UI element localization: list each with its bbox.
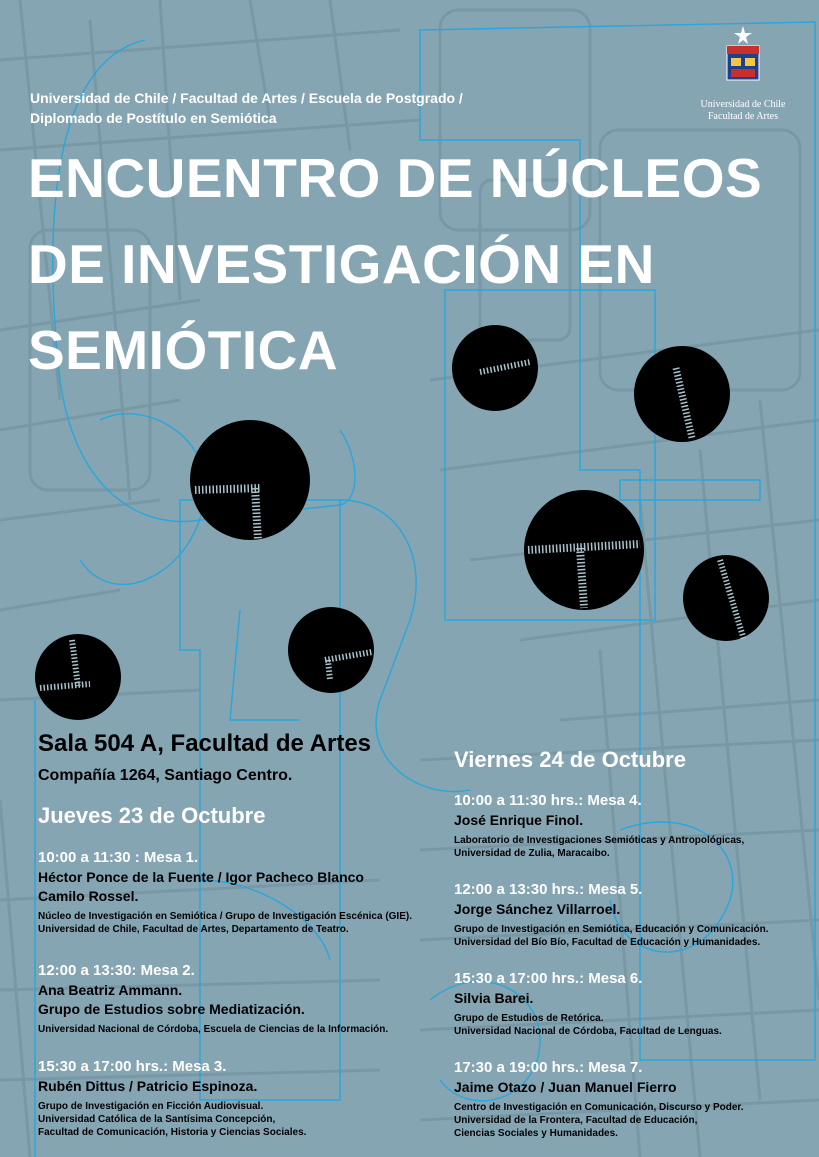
black-circle <box>190 420 310 540</box>
thursday-title: Jueves 23 de Octubre <box>38 803 266 828</box>
session-speakers: Jaime Otazo / Juan Manuel Fierro <box>454 1079 677 1095</box>
affiliation-line: Núcleo de Investigación en Semiótica / Grupo de Investigación Escénica (GIE). <box>38 911 412 922</box>
affiliation-line: Laboratorio de Investigaciones Semióticas y Antropológicas, <box>454 835 745 846</box>
logo-university-name: Universidad de Chile <box>700 99 786 110</box>
session-speakers: Héctor Ponce de la Fuente / Igor Pacheco Blanco <box>38 869 364 885</box>
affiliation-line: Universidad de Zulia, Maracaibo. <box>454 848 610 859</box>
black-circle <box>288 607 374 693</box>
session-affiliation <box>38 910 412 936</box>
venue-name: Sala 504 A, Facultad de Artes <box>38 730 372 757</box>
session-time: 15:30 a 17:00 hrs.: Mesa 6. <box>454 970 643 987</box>
header-program: Diplomado de Postítulo en Semiótica <box>30 110 277 126</box>
title-line-1: ENCUENTRO DE NÚCLEOS <box>28 147 763 209</box>
session-time: 17:30 a 19:00 hrs.: Mesa 7. <box>454 1059 643 1076</box>
session-time: 12:00 a 13:30 hrs.: Mesa 5. <box>454 881 643 898</box>
affiliation-line: Grupo de Estudios de Retórica. <box>454 1013 604 1024</box>
title-line-2: DE INVESTIGACIÓN EN <box>28 233 655 295</box>
session-affiliation <box>38 1023 388 1036</box>
session-mesa-4 <box>454 791 744 860</box>
session-speakers: Jorge Sánchez Villarroel. <box>454 901 621 917</box>
session-mesa-1 <box>38 848 412 936</box>
session-speakers: Rubén Dittus / Patricio Espinoza. <box>38 1078 258 1094</box>
session-affiliation <box>454 1101 744 1140</box>
session-time: 10:00 a 11:30 : Mesa 1. <box>38 849 199 866</box>
black-circle <box>524 490 644 610</box>
session-mesa-2 <box>38 961 388 1036</box>
header-institution: Universidad de Chile / Facultad de Artes / Escuela de Postgrado / <box>30 90 463 106</box>
affiliation-line: Universidad Católica de la Santísima Concepción, <box>38 1114 276 1125</box>
logo-faculty-name: Facultad de Artes <box>708 111 778 122</box>
session-affiliation <box>454 834 744 860</box>
page-title <box>28 135 762 393</box>
session-mesa-7 <box>454 1058 744 1140</box>
affiliation-line: Centro de Investigación en Comunicación, Discurso y Poder. <box>454 1102 744 1113</box>
affiliation-line: Universidad Nacional de Córdoba, Escuela de Ciencias de la Información. <box>38 1024 389 1035</box>
session-speakers: Silvia Barei. <box>454 990 534 1006</box>
title-line-3: SEMIÓTICA <box>28 319 339 381</box>
black-circle <box>35 634 121 720</box>
session-time: 15:30 a 17:00 hrs.: Mesa 3. <box>38 1058 227 1075</box>
session-affiliation <box>454 1012 722 1038</box>
session-speakers: Grupo de Estudios sobre Mediatización. <box>38 1001 305 1017</box>
session-mesa-5 <box>454 880 769 949</box>
university-crest-icon <box>723 24 763 94</box>
session-mesa-3 <box>38 1057 306 1139</box>
session-time: 12:00 a 13:30: Mesa 2. <box>38 962 195 979</box>
affiliation-line: Universidad Nacional de Córdoba, Facultad de Lenguas. <box>454 1026 722 1037</box>
affiliation-line: Universidad de la Frontera, Facultad de Educación, <box>454 1115 698 1126</box>
black-circle <box>683 555 769 641</box>
session-affiliation <box>38 1100 306 1139</box>
session-speakers: José Enrique Finol. <box>454 812 584 828</box>
affiliation-line: Universidad de Chile, Facultad de Artes, Departamento de Teatro. <box>38 924 349 935</box>
friday-title: Viernes 24 de Octubre <box>454 747 686 772</box>
affiliation-line: Grupo de Investigación en Semiótica, Educación y Comunicación. <box>454 924 769 935</box>
affiliation-line: Ciencias Sociales y Humanidades. <box>454 1128 618 1139</box>
university-logo <box>688 24 798 123</box>
session-speakers: Ana Beatriz Ammann. <box>38 982 183 998</box>
session-affiliation <box>454 923 769 949</box>
session-speakers: Camilo Rossel. <box>38 888 139 904</box>
session-time: 10:00 a 11:30 hrs.: Mesa 4. <box>454 792 642 809</box>
affiliation-line: Universidad del Bío Bío, Facultad de Educación y Humanidades. <box>454 937 761 948</box>
affiliation-line: Grupo de Investigación en Ficción Audiovisual. <box>38 1101 264 1112</box>
venue-address: Compañía 1264, Santiago Centro. <box>38 767 293 784</box>
session-mesa-6 <box>454 969 722 1038</box>
venue-block <box>38 728 371 788</box>
affiliation-line: Facultad de Comunicación, Historia y Ciencias Sociales. <box>38 1127 307 1138</box>
